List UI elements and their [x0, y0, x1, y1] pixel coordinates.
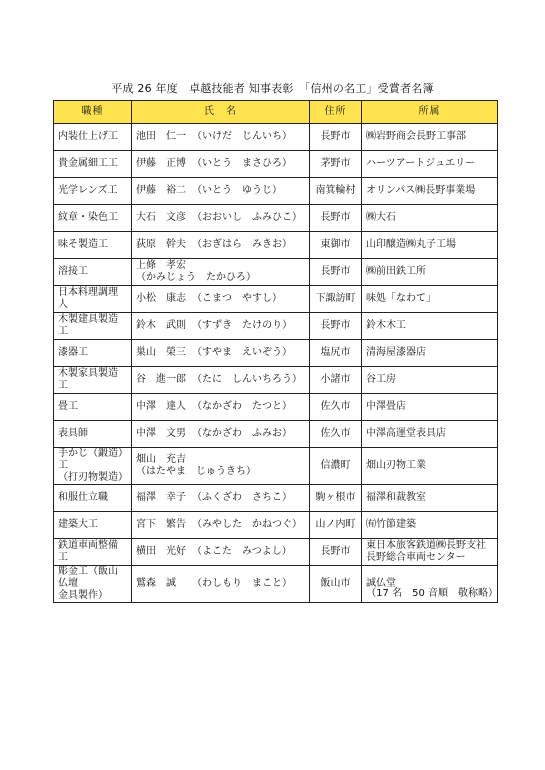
recipient-name: 大石 文彦 — [136, 212, 186, 223]
award-recipients-table — [53, 100, 498, 603]
affiliation-cell: 福澤和裁教室 — [362, 485, 498, 512]
recipient-kana: （いとう まさひろ） — [192, 158, 292, 169]
table-row — [54, 512, 498, 539]
name-cell — [132, 178, 310, 205]
recipient-kana: （なかざわ たつと） — [192, 401, 292, 412]
name-cell — [132, 512, 310, 539]
recipient-kana: （たに しんいちろう） — [192, 374, 302, 385]
table-row — [54, 448, 498, 485]
name-cell — [132, 232, 310, 259]
name-cell — [132, 539, 310, 566]
affiliation-cell: 畑山刃物工業 — [362, 448, 498, 485]
recipient-name: 福澤 幸子 — [136, 492, 186, 503]
footnote: （17 名 50 音順 敬称略） — [366, 588, 498, 599]
affiliation-cell: ㈱前田鉄工所 — [362, 259, 498, 286]
header-affiliation: 所属 — [362, 101, 498, 124]
occupation-cell: 畳工 — [54, 394, 132, 421]
residence-cell: 佐久市 — [310, 394, 362, 421]
recipient-name: 巣山 榮三 — [136, 347, 186, 358]
occupation-cell: 溶接工 — [54, 259, 132, 286]
recipient-kana: （なかざわ ふみお） — [192, 428, 292, 439]
occupation-cell: 紋章・染色工 — [54, 205, 132, 232]
name-cell — [132, 340, 310, 367]
recipient-name: 中澤 文男 — [136, 428, 186, 439]
recipient-name: 横田 光好 — [136, 546, 186, 557]
residence-cell: 長野市 — [310, 313, 362, 340]
name-cell — [132, 151, 310, 178]
recipient-name: 伊藤 裕二 — [136, 185, 186, 196]
recipient-name: 鈴木 武則 — [136, 320, 186, 331]
affiliation-cell: 誠仏堂 — [362, 566, 498, 603]
name-cell — [132, 313, 310, 340]
name-cell — [132, 394, 310, 421]
recipient-name: 中澤 達人 — [136, 401, 186, 412]
occupation-cell: 彫金工（飯山仏壇 金具製作） — [54, 566, 132, 603]
recipient-kana: （おおいし ふみひこ） — [192, 212, 302, 223]
table-header-row — [54, 101, 498, 124]
affiliation-cell: ㈱大石 — [362, 205, 498, 232]
affiliation-cell: 東日本旅客鉄道㈱長野支社 長野総合車両センター — [362, 539, 498, 566]
occupation-cell: 建築大工 — [54, 512, 132, 539]
recipient-name: 荻原 幹夫 — [136, 239, 186, 250]
document-title: 平成 26 年度 卓越技能者 知事表彰 「信州の名工」受賞者名簿 — [111, 82, 434, 95]
residence-cell: 信濃町 — [310, 448, 362, 485]
residence-cell: 茅野市 — [310, 151, 362, 178]
table-row — [54, 178, 498, 205]
name-cell — [132, 421, 310, 448]
table-row — [54, 232, 498, 259]
name-cell — [132, 286, 310, 313]
recipient-name: 小松 康志 — [136, 293, 186, 304]
affiliation-cell: ㈲竹節建築 — [362, 512, 498, 539]
residence-cell: 下諏訪町 — [310, 286, 362, 313]
residence-cell: 長野市 — [310, 259, 362, 286]
recipient-kana: （かみじょう たかひろ） — [136, 272, 256, 283]
recipient-kana: （はたやま じゅうきち） — [136, 466, 256, 477]
name-cell — [132, 367, 310, 394]
header-residence: 住所 — [310, 101, 362, 124]
occupation-cell: 木製建具製造工 — [54, 313, 132, 340]
occupation-cell: 和服仕立職 — [54, 485, 132, 512]
recipient-name: 宮下 繁告 — [136, 519, 186, 530]
recipient-name: 伊藤 正博 — [136, 158, 186, 169]
table-row — [54, 485, 498, 512]
table-row — [54, 313, 498, 340]
affiliation-cell: 味処「なわて」 — [362, 286, 498, 313]
residence-cell: 小諸市 — [310, 367, 362, 394]
residence-cell: 佐久市 — [310, 421, 362, 448]
occupation-cell: 貴金属細工工 — [54, 151, 132, 178]
occupation-cell: 手かじ（鍛造）工 （打刃物製造） — [54, 448, 132, 485]
residence-cell: 東御市 — [310, 232, 362, 259]
recipient-kana: （みやした かねつぐ） — [192, 519, 302, 530]
residence-cell: 南箕輪村 — [310, 178, 362, 205]
recipient-kana: （すずき たけのり） — [192, 320, 293, 331]
affiliation-cell: 中澤畳店 — [362, 394, 498, 421]
residence-cell: 長野市 — [310, 539, 362, 566]
residence-cell: 塩尻市 — [310, 340, 362, 367]
recipient-kana: （ふくざわ さちこ） — [192, 492, 292, 503]
residence-cell: 飯山市 — [310, 566, 362, 603]
occupation-cell: 日本料理調理人 — [54, 286, 132, 313]
affiliation-cell: 鈴木木工 — [362, 313, 498, 340]
affiliation-cell: 清海屋漆器店 — [362, 340, 498, 367]
occupation-cell: 木製家具製造工 — [54, 367, 132, 394]
name-cell — [132, 485, 310, 512]
recipient-kana: （よこた みつよし） — [192, 546, 292, 557]
table-row — [54, 539, 498, 566]
recipient-name: 上條 孝宏 — [136, 260, 186, 271]
table-row — [54, 151, 498, 178]
table-row — [54, 394, 498, 421]
name-cell — [132, 448, 310, 485]
affiliation-cell: 中澤高運堂表具店 — [362, 421, 498, 448]
occupation-cell: 内装仕上げ工 — [54, 124, 132, 151]
name-cell — [132, 205, 310, 232]
header-name: 氏 名 — [132, 101, 310, 124]
affiliation-cell: ハーツアートジュエリー — [362, 151, 498, 178]
table-row — [54, 340, 498, 367]
occupation-cell: 表具師 — [54, 421, 132, 448]
residence-cell: 駒ヶ根市 — [310, 485, 362, 512]
residence-cell: 長野市 — [310, 124, 362, 151]
recipient-kana: （すやま えいぞう） — [192, 347, 292, 358]
occupation-cell: 味そ製造工 — [54, 232, 132, 259]
recipient-kana: （こまつ やすし） — [192, 293, 282, 304]
occupation-cell: 光学レンズ工 — [54, 178, 132, 205]
recipient-name: 谷 進一郎 — [136, 374, 186, 385]
recipient-name: 鷲森 誠 — [136, 578, 176, 589]
recipient-name: 池田 仁一 — [136, 131, 186, 142]
residence-cell: 山ノ内町 — [310, 512, 362, 539]
table-row — [54, 205, 498, 232]
table-row — [54, 124, 498, 151]
residence-cell: 長野市 — [310, 205, 362, 232]
affiliation-cell: 谷工房 — [362, 367, 498, 394]
name-cell — [132, 124, 310, 151]
occupation-cell: 鉄道車両整備工 — [54, 539, 132, 566]
recipient-kana: （おぎはら みきお） — [192, 239, 292, 250]
table-row — [54, 421, 498, 448]
table-row — [54, 259, 498, 286]
header-occupation: 職種 — [54, 101, 132, 124]
occupation-cell: 漆器工 — [54, 340, 132, 367]
name-cell — [132, 259, 310, 286]
affiliation-cell: ㈱岩野商会長野工事部 — [362, 124, 498, 151]
table-row — [54, 367, 498, 394]
affiliation-cell: 山印醸造㈱丸子工場 — [362, 232, 498, 259]
recipient-name: 畑山 充吉 — [136, 454, 186, 465]
affiliation-cell: オリンパス㈱長野事業場 — [362, 178, 498, 205]
recipient-kana: （いけだ じんいち） — [192, 131, 292, 142]
recipient-kana: （いとう ゆうじ） — [192, 185, 282, 196]
table-row — [54, 286, 498, 313]
recipient-kana: （わしもり まこと） — [192, 578, 292, 589]
